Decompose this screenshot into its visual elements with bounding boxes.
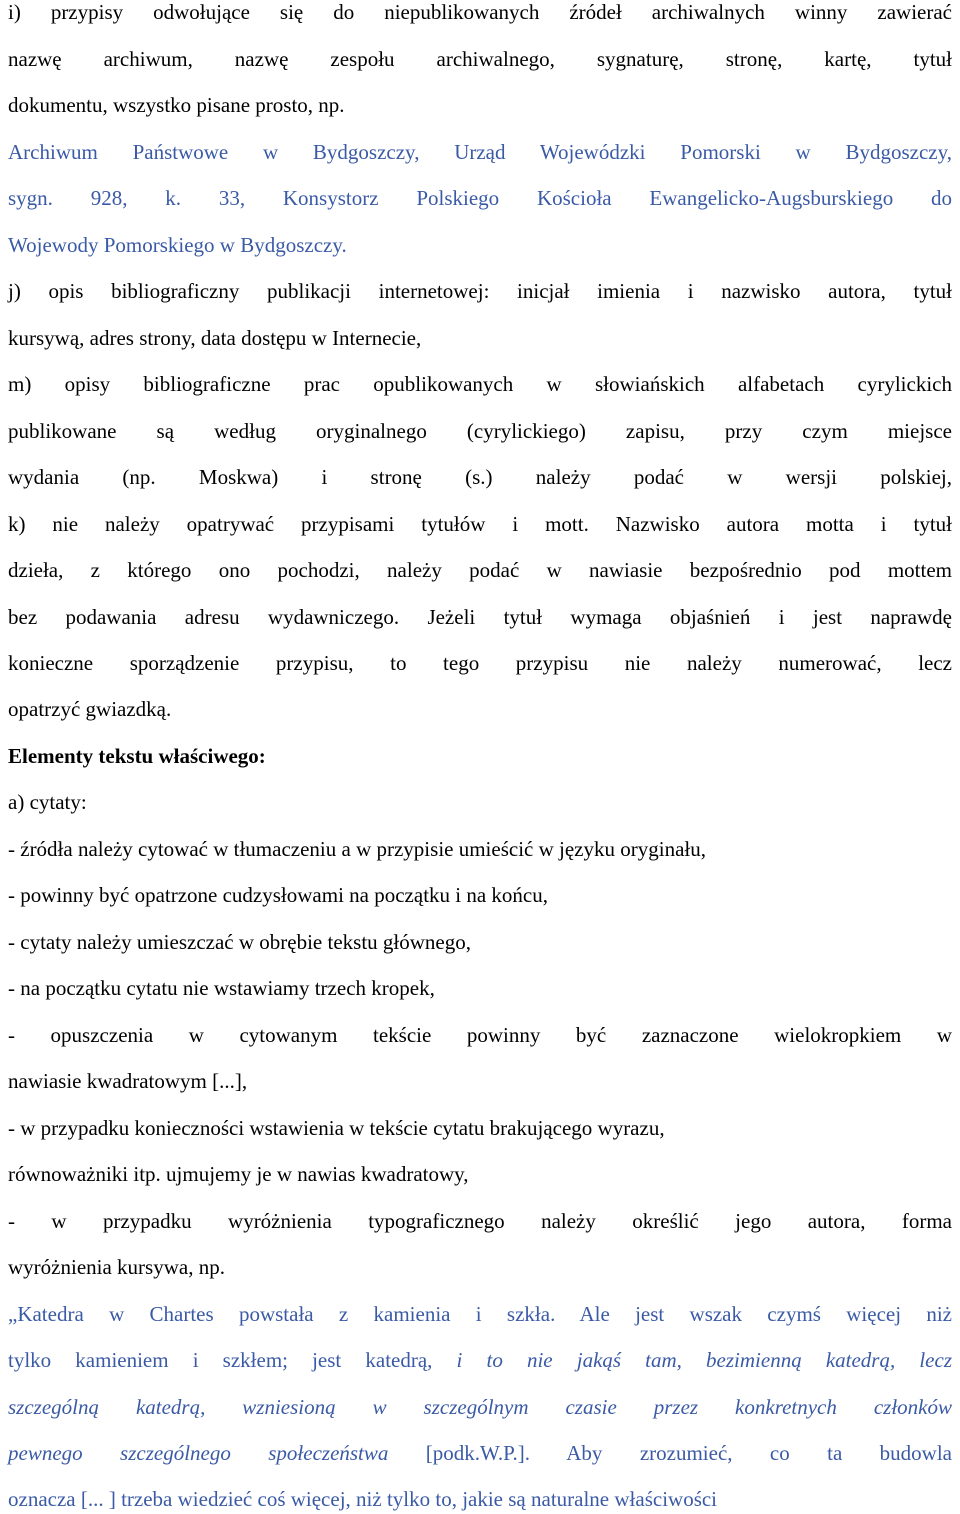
- text-line: bez podawania adresu wydawniczego. Jeżeli tytuł wymaga objaśnień i jest naprawdę: [8, 605, 952, 629]
- quote-emphasis-line: szczególną katedrą, wzniesioną w szczególnym czasie przez konkretnych członków: [8, 1395, 952, 1419]
- quote-line: [8, 1438, 952, 1468]
- rule-line: równoważniki itp. ujmujemy je w nawias kwadratowy,: [8, 1162, 469, 1186]
- quote-line: oznacza [... ] trzeba wiedzieć coś więcej, niż tylko to, jakie są naturalne właściwości: [8, 1487, 718, 1511]
- quote-line: „Katedra w Chartes powstała z kamienia i szkła. Ale jest wszak czymś więcej niż: [8, 1302, 952, 1326]
- quote-emphasis-text: pewnego szczególnego społeczeństwa: [8, 1441, 389, 1465]
- quote-normal-text: tylko kamieniem i szkłem; jest katedrą,: [8, 1348, 457, 1372]
- rule-line: - opuszczenia w cytowanym tekście powinny być zaznaczone wielokropkiem w: [8, 1023, 952, 1047]
- text-line: k) nie należy opatrywać przypisami tytułów i mott. Nazwisko autora motta i tytuł: [8, 512, 952, 536]
- rule-line: - na początku cytatu nie wstawiamy trzech kropek,: [8, 976, 435, 1000]
- text-line: dzieła, z którego ono pochodzi, należy podać w nawiasie bezpośrednio pod mottem: [8, 558, 952, 582]
- rule-line: - powinny być opatrzone cudzysłowami na początku i na końcu,: [8, 883, 549, 907]
- quote-normal-text: [podk.W.P.]. Aby zrozumieć, co ta budowla: [388, 1441, 952, 1465]
- quote-line: [8, 1345, 952, 1375]
- example-line: Wojewody Pomorskiego w Bydgoszczy.: [8, 233, 347, 257]
- text-line: konieczne sporządzenie przypisu, to tego przypisu nie należy numerować, lecz: [8, 651, 952, 675]
- rule-line: - źródła należy cytować w tłumaczeniu a w przypisie umieścić w języku oryginału,: [8, 837, 706, 861]
- section-heading: Elementy tekstu właściwego:: [8, 744, 266, 768]
- rule-line: - w przypadku konieczności wstawienia w tekście cytatu brakującego wyrazu,: [8, 1116, 665, 1140]
- quote-emphasis-text: i to nie jakąś tam, bezimienną katedrą, lecz: [456, 1348, 952, 1372]
- example-line: sygn. 928, k. 33, Konsystorz Polskiego Kościoła Ewangelicko-Augsburskiego do: [8, 186, 952, 210]
- text-line: dokumentu, wszystko pisane prosto, np.: [8, 93, 345, 117]
- text-line: j) opis bibliograficzny publikacji internetowej: inicjał imienia i nazwisko autora, tytuł: [8, 279, 952, 303]
- rule-line: - w przypadku wyróżnienia typograficznego należy określić jego autora, forma: [8, 1209, 952, 1233]
- example-line: Archiwum Państwowe w Bydgoszczy, Urząd Wojewódzki Pomorski w Bydgoszczy,: [8, 140, 952, 164]
- rule-line: wyróżnienia kursywa, np.: [8, 1255, 225, 1279]
- text-line: kursywą, adres strony, data dostępu w Internecie,: [8, 326, 422, 350]
- text-line: i) przypisy odwołujące się do niepublikowanych źródeł archiwalnych winny zawierać: [8, 0, 952, 24]
- text-line: publikowane są według oryginalnego (cyrylickiego) zapisu, przy czym miejsce: [8, 419, 952, 443]
- section-subheading: a) cytaty:: [8, 790, 87, 814]
- text-line: nazwę archiwum, nazwę zespołu archiwalnego, sygnaturę, stronę, kartę, tytuł: [8, 47, 952, 71]
- text-line: opatrzyć gwiazdką.: [8, 697, 172, 721]
- text-line: m) opisy bibliograficzne prac opublikowanych w słowiańskich alfabetach cyrylickich: [8, 372, 952, 396]
- text-line: wydania (np. Moskwa) i stronę (s.) należy podać w wersji polskiej,: [8, 465, 952, 489]
- rule-line: nawiasie kwadratowym [...],: [8, 1069, 248, 1093]
- rule-line: - cytaty należy umieszczać w obrębie tekstu głównego,: [8, 930, 471, 954]
